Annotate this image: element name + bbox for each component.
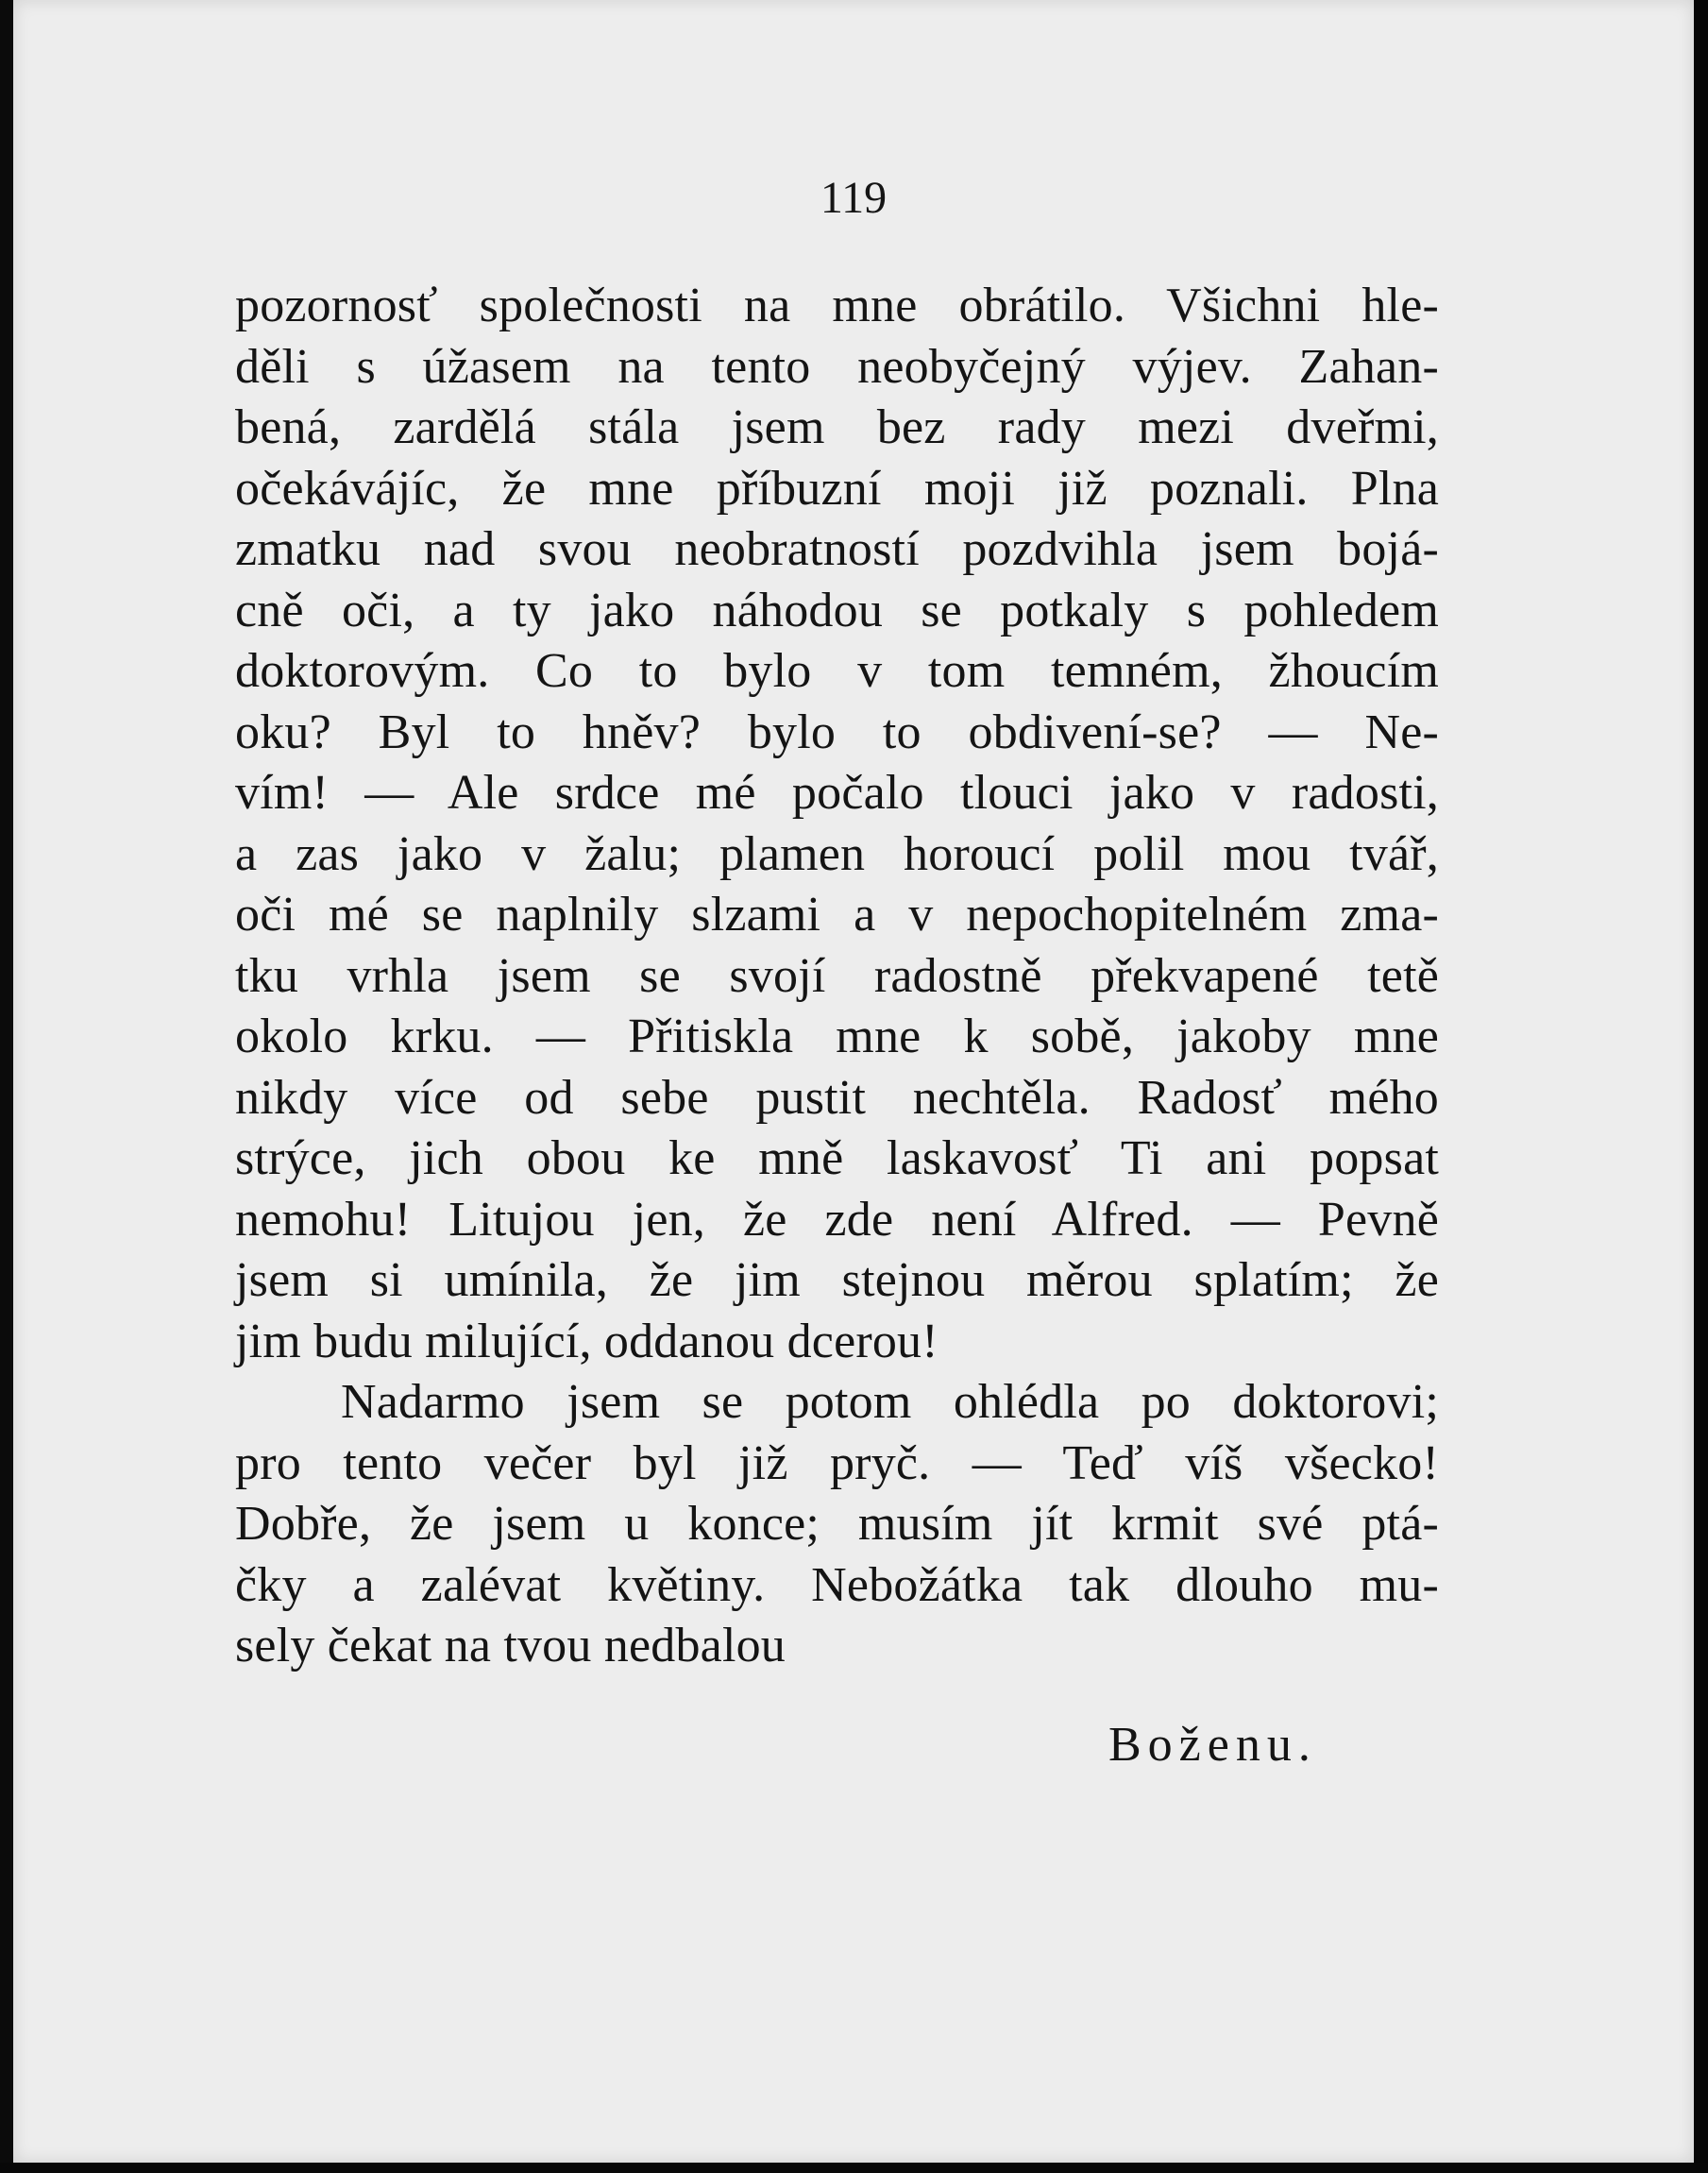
text-line: pro tento večer byl již pryč. — Teď víš všecko! <box>235 1435 1439 1490</box>
body-text <box>235 276 1439 1677</box>
scan-border-bottom <box>0 2163 1708 2173</box>
text-line: tku vrhla jsem se svojí radostně překvapené tetě <box>235 948 1439 1003</box>
book-page <box>13 0 1694 2163</box>
text-line: sely čekat na tvou nedbalou <box>235 1619 786 1672</box>
text-line: očekávájíc, že mne příbuzní moji již poznali. Plna <box>235 461 1439 516</box>
text-line: bená, zardělá stála jsem bez rady mezi dveřmi, <box>235 400 1439 454</box>
text-line: pozornosť společnosti na mne obrátilo. Všichni hle- <box>235 279 1439 332</box>
text-line: zmatku nad svou neobratností pozdvihla jsem bojá- <box>235 522 1439 576</box>
text-line: doktorovým. Co to bylo v tom temném, žhoucím <box>235 644 1439 698</box>
text-line: jsem si umínila, že jim stejnou měrou splatím; že <box>235 1253 1439 1307</box>
scan-border-right <box>1694 0 1708 2173</box>
text-line: děli s úžasem na tento neobyčejný výjev. Zahan- <box>235 339 1439 394</box>
text-line: okolo krku. — Přitiskla mne k sobě, jakoby mne <box>235 1010 1439 1063</box>
text-line: a zas jako v žalu; plamen horoucí polil mou tvář, <box>235 826 1439 881</box>
letter-signature: Boženu. <box>1108 1718 1317 1772</box>
page-number: 119 <box>820 173 888 223</box>
text-line: nikdy více od sebe pustit nechtěla. Radosť mého <box>235 1070 1439 1125</box>
text-line: jim budu milující, oddanou dcerou! <box>235 1314 939 1368</box>
text-line: cně oči, a ty jako náhodou se potkaly s pohledem <box>235 583 1439 637</box>
text-line: oči mé se naplnily slzami a v nepochopitelném zma- <box>235 888 1439 942</box>
paragraph-start-line: Nadarmo jsem se potom ohlédla po doktorovi; <box>341 1375 1439 1429</box>
text-line: strýce, jich obou ke mně laskavosť Ti ani popsat <box>235 1131 1439 1185</box>
text-line: Dobře, že jsem u konce; musím jít krmit své ptá- <box>235 1497 1439 1551</box>
text-line: oku? Byl to hněv? bylo to obdivení-se? — Ne- <box>235 705 1439 759</box>
text-line: vím! — Ale srdce mé počalo tlouci jako v radosti, <box>235 766 1439 820</box>
text-line: nemohu! Litujou jen, že zde není Alfred. — Pevně <box>235 1192 1439 1247</box>
text-line: čky a zalévat květiny. Nebožátka tak dlouho mu- <box>235 1557 1439 1612</box>
